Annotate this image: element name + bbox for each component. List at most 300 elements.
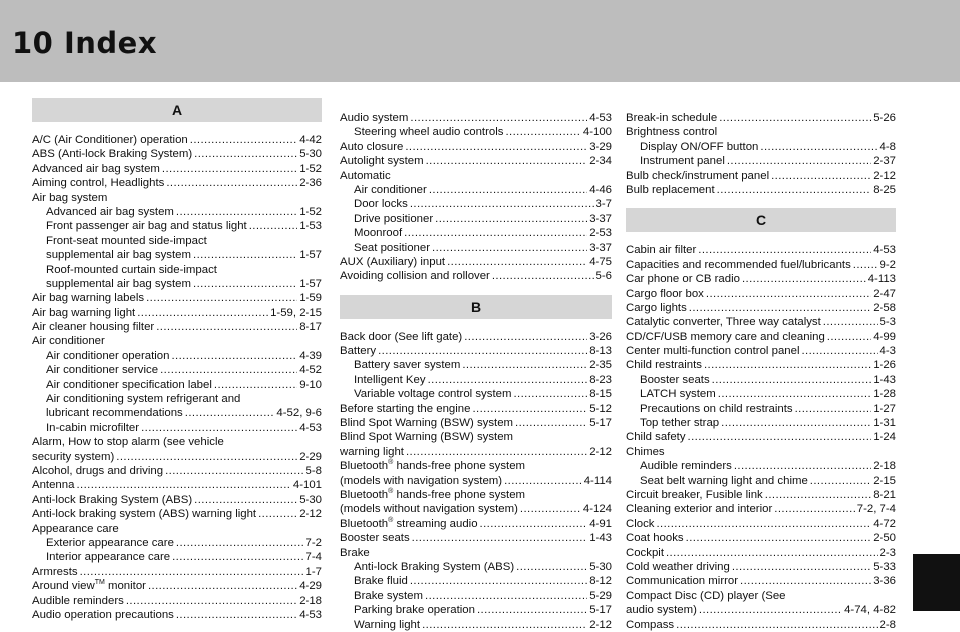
entry-term (626, 546, 664, 560)
index-subentry (32, 263, 322, 277)
page-ref[interactable]: 9-10 (299, 378, 322, 391)
dot-leader (410, 197, 594, 211)
entry-term (626, 445, 665, 459)
index-subentry (626, 474, 896, 488)
dot-leader (447, 255, 587, 269)
entry-term (46, 349, 169, 363)
entry-term (626, 603, 697, 617)
index-subentry (32, 363, 322, 377)
entry-term-text: Before starting the engine (340, 402, 471, 415)
entry-term-text: Cleaning exterior and interior (626, 503, 773, 516)
page-ref[interactable]: 8-12 (589, 575, 612, 588)
page-ref[interactable]: 1-28 (873, 388, 896, 401)
page-ref[interactable]: 8-23 (589, 373, 612, 386)
page-ref[interactable]: 4-74, 4-82 (844, 604, 896, 617)
page-ref[interactable]: 2-12 (589, 618, 612, 631)
entry-term-text: Display ON/OFF button (640, 140, 759, 153)
page-ref[interactable]: 2-18 (873, 460, 896, 473)
index-subentry (626, 416, 896, 430)
dot-leader (765, 488, 871, 502)
index-subentry (626, 387, 896, 401)
entry-term (626, 488, 763, 502)
dot-leader (810, 474, 871, 488)
page-ref[interactable]: 4-114 (583, 474, 612, 487)
index-subentry (32, 219, 322, 233)
page-ref[interactable]: 5-8 (305, 464, 322, 477)
index-entry (626, 258, 896, 272)
dot-leader (160, 363, 297, 377)
entry-term (32, 478, 74, 492)
entry-term-text: Communication mirror (626, 575, 739, 588)
page-ref[interactable]: 4-53 (299, 421, 322, 434)
page-ref[interactable]: 5-3 (879, 316, 896, 329)
dot-leader (422, 618, 587, 632)
page-ref[interactable]: 2-58 (873, 301, 896, 314)
dot-leader (435, 212, 587, 226)
page-ref[interactable]: 4-75 (589, 255, 612, 268)
page-ref[interactable]: 4-72 (873, 517, 896, 530)
entry-term (626, 330, 825, 344)
page-ref[interactable]: 1-57 (299, 277, 322, 290)
section-header: A (32, 98, 322, 122)
dot-leader (193, 277, 297, 291)
index-entry (32, 291, 322, 305)
page-ref[interactable]: 4-113 (867, 273, 896, 286)
entry-term (32, 176, 164, 190)
page-ref[interactable]: 1-43 (873, 373, 896, 386)
index-entry (626, 243, 896, 257)
entry-term-text: Air conditioner (32, 335, 105, 348)
page-ref[interactable]: 5-6 (595, 270, 612, 283)
trademark-mark: ® (388, 459, 394, 467)
entry-term-text: Booster seats (340, 532, 410, 545)
page-ref[interactable]: 4-29 (299, 580, 322, 593)
entry-term (340, 169, 391, 183)
entry-term (32, 320, 154, 334)
entry-term (640, 459, 732, 473)
index-entry (340, 402, 612, 416)
page-ref[interactable]: 3-26 (589, 330, 612, 343)
entry-term-text: Aiming control, Headlights (32, 177, 165, 190)
page-ref[interactable]: 4-52 (299, 364, 322, 377)
section-thumb-tab (913, 554, 960, 611)
entry-term-text: Armrests (32, 565, 78, 578)
entry-term-text: Car phone or CB radio (626, 273, 740, 286)
entry-term (354, 589, 423, 603)
entry-term-text: security system) (32, 450, 115, 463)
dot-leader (492, 269, 594, 283)
entry-term (354, 618, 420, 632)
page-ref[interactable]: 1-59 (299, 292, 322, 305)
index-entry (626, 358, 896, 372)
entry-term (640, 416, 719, 430)
entry-term-text: Appearance care (32, 522, 119, 535)
entry-term (46, 363, 158, 377)
index-entry (626, 111, 896, 125)
page-ref[interactable]: 5-26 (873, 112, 896, 124)
page-ref[interactable]: 2-8 (879, 618, 896, 631)
index-entry (626, 315, 896, 329)
entry-term (626, 358, 702, 372)
index-entry (626, 430, 896, 444)
page-ref[interactable]: 2-53 (589, 227, 612, 240)
page-ref[interactable]: 2-47 (873, 287, 896, 300)
index-entry (340, 546, 612, 560)
entry-term (46, 219, 247, 233)
entry-term-text: Battery (340, 345, 377, 358)
dot-leader (477, 603, 587, 617)
dot-leader (429, 183, 587, 197)
entry-term (626, 589, 786, 603)
entry-term-text: Variable voltage control system (354, 388, 512, 401)
index-subentry (32, 378, 322, 392)
entry-term-text: Advanced air bag system (32, 162, 160, 175)
entry-term (32, 133, 188, 147)
index-entry (626, 618, 896, 632)
index-entry (340, 531, 612, 545)
page-ref[interactable]: 1-52 (299, 162, 322, 175)
entry-term (46, 421, 139, 435)
entry-term-text: Bluetooth (340, 460, 389, 473)
entry-term-text: Air conditioner service (46, 364, 159, 377)
page-ref[interactable]: 5-30 (299, 148, 322, 161)
page-ref[interactable]: 3-37 (589, 241, 612, 254)
index-subentry (32, 277, 322, 291)
page-ref[interactable]: 5-30 (589, 560, 612, 573)
entry-term (340, 430, 513, 444)
index-subentry (340, 226, 612, 240)
dot-leader (165, 464, 303, 478)
dot-leader (176, 205, 297, 219)
index-entry (626, 546, 896, 560)
entry-term-text: monitor (104, 580, 146, 593)
index-subentry (626, 154, 896, 168)
dot-leader (760, 140, 877, 154)
dot-leader (410, 111, 587, 125)
index-subentry (32, 234, 322, 248)
page-ref[interactable]: 5-30 (299, 493, 322, 506)
entry-term-text: Advanced air bag system (46, 205, 174, 218)
page-ref[interactable]: 1-57 (299, 249, 322, 262)
entry-term (32, 594, 124, 608)
entry-term-text: Blind Spot Warning (BSW) system (340, 417, 514, 430)
dot-leader (166, 176, 297, 190)
index-entry (32, 522, 322, 536)
index-subentry (626, 373, 896, 387)
dot-leader (406, 445, 587, 459)
entry-term (626, 111, 717, 125)
entry-term-text: supplemental air bag system (46, 277, 191, 290)
page-ref[interactable]: 4-3 (879, 345, 896, 358)
entry-term-text: Anti-lock Braking System (ABS) (32, 493, 193, 506)
entry-term-text: Avoiding collision and rollover (340, 270, 490, 283)
page-ref[interactable]: 2-12 (873, 169, 896, 182)
page-ref[interactable]: 4-91 (589, 517, 612, 530)
entry-term (46, 550, 170, 564)
entry-term-text: Brightness control (626, 126, 718, 139)
index-entry (32, 450, 322, 464)
entry-term (46, 248, 191, 262)
dot-leader (520, 502, 581, 516)
dot-leader (732, 560, 871, 574)
entry-term-text: LATCH system (640, 388, 716, 401)
page-ref[interactable]: 3-37 (589, 212, 612, 225)
dot-leader (172, 550, 303, 564)
index-subentry (626, 402, 896, 416)
dot-leader (171, 349, 297, 363)
page-ref[interactable]: 7-2, 7-4 (856, 503, 896, 516)
page-ref[interactable]: 4-42 (299, 134, 322, 146)
page-ref[interactable]: 1-52 (299, 205, 322, 218)
entry-term (340, 269, 490, 283)
page-ref[interactable]: 5-12 (589, 402, 612, 415)
entry-term-text: Air bag warning labels (32, 292, 145, 305)
entry-term-text: Brake (340, 546, 370, 559)
page-ref[interactable]: 4-99 (873, 330, 896, 343)
entry-term-text: Cockpit (626, 546, 664, 559)
entry-term-text: Brake system (354, 589, 423, 602)
page-ref[interactable]: 8-17 (299, 321, 322, 334)
entry-term (626, 315, 821, 329)
index-subentry (32, 349, 322, 363)
index-entry (32, 608, 322, 622)
index-entry (626, 330, 896, 344)
dot-leader (827, 330, 871, 344)
dot-leader (676, 618, 877, 632)
page-ref[interactable]: 1-26 (873, 359, 896, 372)
dot-leader (515, 416, 587, 430)
index-entry (340, 140, 612, 154)
index-subentry (340, 589, 612, 603)
section-header: C (626, 208, 896, 232)
entry-term-text: Precautions on child restraints (640, 402, 793, 415)
page-ref[interactable]: 4-100 (582, 126, 612, 139)
page-ref[interactable]: 8-21 (873, 488, 896, 501)
dot-leader (378, 344, 587, 358)
entry-term-text: Parking brake operation (354, 604, 475, 617)
index-entry (626, 344, 896, 358)
entry-term-text: hands-free phone system (393, 460, 526, 473)
entry-term-text: Intelligent Key (354, 373, 426, 386)
page-ref[interactable]: 1-53 (299, 220, 322, 233)
entry-term-text: (models without navigation system) (340, 503, 518, 516)
page-ref[interactable]: 3-7 (595, 198, 612, 211)
entry-term (32, 435, 224, 449)
entry-term (340, 154, 424, 168)
entry-term (626, 344, 799, 358)
index-subentry (32, 248, 322, 262)
page-ref[interactable]: 2-50 (873, 532, 896, 545)
entry-term-text: Antenna (32, 479, 75, 492)
dot-leader (740, 574, 871, 588)
page-ref[interactable]: 4-53 (589, 112, 612, 124)
page-ref[interactable]: 8-15 (589, 388, 612, 401)
index-subentry (340, 241, 612, 255)
entry-term (626, 531, 684, 545)
index-entry (32, 565, 322, 579)
page-ref[interactable]: 2-3 (879, 546, 896, 559)
entry-term (46, 263, 217, 277)
entry-term-text: In-cabin microfilter (46, 421, 140, 434)
page-ref[interactable]: 2-12 (589, 445, 612, 458)
page-ref[interactable]: 4-124 (582, 503, 612, 516)
entry-term-text: Back door (See lift gate) (340, 330, 463, 343)
page-ref[interactable]: 1-7 (305, 565, 322, 578)
page-ref[interactable]: 1-24 (873, 431, 896, 444)
page-ref[interactable]: 2-15 (873, 474, 896, 487)
page-ref[interactable]: 5-17 (589, 604, 612, 617)
dot-leader (719, 111, 871, 125)
entry-term-text: Audio operation precautions (32, 608, 174, 621)
entry-term (340, 111, 408, 125)
entry-term-text: Child safety (626, 431, 686, 444)
dot-leader (721, 416, 871, 430)
dot-leader (513, 387, 587, 401)
index-entry (626, 169, 896, 183)
entry-term-text: Air conditioning system refrigerant and (46, 393, 241, 406)
entry-term-text: ABS (Anti-lock Braking System) (32, 148, 193, 161)
entry-term (340, 344, 376, 358)
page-ref[interactable]: 4-46 (589, 183, 612, 196)
page-ref[interactable]: 4-39 (299, 349, 322, 362)
index-entry (340, 517, 612, 531)
entry-term (626, 287, 704, 301)
page-ref[interactable]: 5-17 (589, 417, 612, 430)
dot-leader (505, 125, 580, 139)
entry-term (340, 531, 410, 545)
entry-term (340, 459, 525, 473)
section-header: B (340, 295, 612, 319)
page-ref[interactable]: 4-8 (879, 140, 896, 153)
entry-term (32, 608, 174, 622)
entry-term-text: Bulb replacement (626, 183, 715, 196)
index-entry (32, 435, 322, 449)
entry-term (626, 272, 740, 286)
entry-term-text: Audio system (340, 112, 409, 124)
entry-term (340, 416, 513, 430)
index-entry (340, 474, 612, 488)
page-ref[interactable]: 3-29 (589, 140, 612, 153)
entry-term-text: Air cleaner housing filter (32, 321, 155, 334)
page-ref[interactable]: 4-101 (292, 479, 322, 492)
dot-leader (516, 560, 587, 574)
index-subentry (32, 392, 322, 406)
dot-leader (801, 344, 877, 358)
page-ref[interactable]: 1-27 (873, 402, 896, 415)
page-ref[interactable]: 1-43 (589, 532, 612, 545)
index-entry (340, 416, 612, 430)
dot-leader (426, 154, 588, 168)
page-ref[interactable]: 2-34 (589, 155, 612, 168)
index-entry (340, 459, 612, 473)
index-entry (32, 594, 322, 608)
page-ref[interactable]: 5-33 (873, 560, 896, 573)
page-ref[interactable]: 9-2 (879, 258, 896, 271)
entry-term (32, 493, 192, 507)
index-entry (340, 445, 612, 459)
entry-term-text: Interior appearance care (46, 551, 171, 564)
page-ref[interactable]: 2-37 (873, 155, 896, 168)
entry-term (46, 205, 174, 219)
entry-term (340, 330, 462, 344)
entry-term (354, 197, 408, 211)
entry-term-text: Air conditioner specification label (46, 378, 212, 391)
entry-term (340, 546, 370, 560)
index-entry (32, 306, 322, 320)
dot-leader (462, 358, 587, 372)
page-ref[interactable]: 2-29 (299, 450, 322, 463)
entry-term (354, 603, 475, 617)
dot-leader (742, 272, 866, 286)
index-entry (340, 269, 612, 283)
index-entry (626, 488, 896, 502)
dot-leader (698, 243, 871, 257)
entry-term-text: Coat hooks (626, 532, 684, 545)
page-ref[interactable]: 8-13 (589, 345, 612, 358)
index-column-3 (626, 111, 896, 632)
entry-term (340, 474, 502, 488)
page-ref[interactable]: 2-36 (299, 177, 322, 190)
entry-term-text: Blind Spot Warning (BSW) system (340, 431, 514, 444)
entry-term-text: AUX (Auxiliary) input (340, 255, 446, 268)
index-entry (32, 133, 322, 147)
page-ref[interactable]: 2-35 (589, 359, 612, 372)
page-ref[interactable]: 1-31 (873, 417, 896, 430)
entry-term (32, 291, 144, 305)
index-entry (32, 579, 322, 593)
index-subentry (32, 550, 322, 564)
page-ref[interactable]: 2-18 (299, 594, 322, 607)
index-subentry (32, 406, 322, 420)
page-ref[interactable]: 2-12 (299, 508, 322, 521)
page-ref[interactable]: 1-59, 2-15 (270, 306, 322, 319)
page-ref[interactable]: 5-29 (589, 589, 612, 602)
entry-term (354, 373, 426, 387)
index-subentry (340, 358, 612, 372)
entry-term (32, 464, 163, 478)
entry-term (46, 234, 207, 248)
dot-leader (126, 594, 297, 608)
index-entry (340, 330, 612, 344)
page-ref[interactable]: 8-25 (873, 183, 896, 196)
entry-term (640, 474, 808, 488)
entry-term-text: Instrument panel (640, 155, 725, 168)
page-ref[interactable]: 4-53 (873, 244, 896, 257)
dot-leader (432, 241, 587, 255)
page-ref[interactable]: 4-53 (299, 608, 322, 621)
dot-leader (656, 517, 871, 531)
page-ref[interactable]: 3-36 (873, 575, 896, 588)
entry-term-text: Cold weather driving (626, 560, 730, 573)
entry-term-text: Cabin air filter (626, 244, 697, 257)
dot-leader (464, 330, 587, 344)
entry-term (32, 162, 160, 176)
entry-term (640, 140, 758, 154)
entry-term (640, 387, 716, 401)
dot-leader (699, 603, 842, 617)
page-ref[interactable]: 7-2 (305, 536, 322, 549)
page-ref[interactable]: 4-52, 9-6 (276, 407, 322, 420)
entry-term-text: Door locks (354, 198, 408, 211)
entry-term (626, 258, 851, 272)
entry-term (640, 373, 710, 387)
entry-term-text: Alarm, How to stop alarm (see vehicle (32, 436, 224, 449)
dot-leader (853, 258, 878, 272)
entry-term-text: Seat belt warning light and chime (640, 474, 808, 487)
page-ref[interactable]: 7-4 (305, 551, 322, 564)
entry-term (626, 618, 674, 632)
entry-term-text: Alcohol, drugs and driving (32, 464, 164, 477)
